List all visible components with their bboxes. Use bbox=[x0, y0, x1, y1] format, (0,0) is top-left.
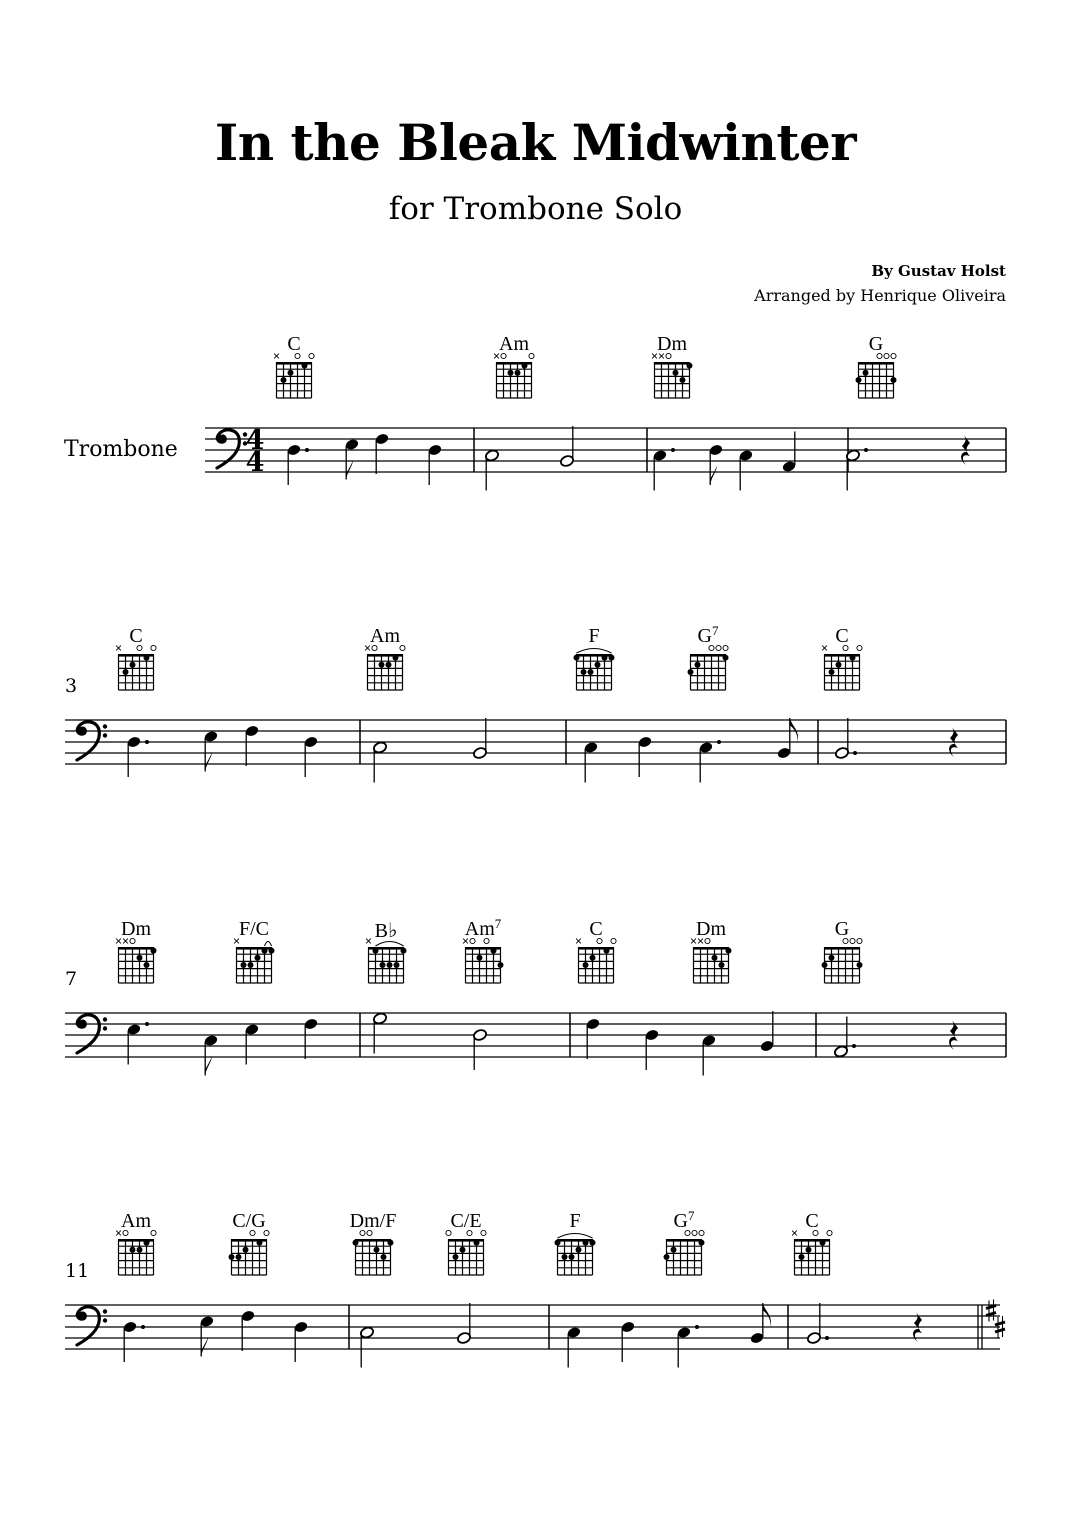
chord-diagram-c bbox=[792, 1230, 832, 1275]
chord-diagram-f bbox=[555, 1234, 596, 1276]
measure-number: 11 bbox=[65, 1260, 90, 1282]
instrument-name: Trombone bbox=[64, 437, 178, 462]
chord-diagram-am bbox=[365, 645, 405, 690]
chord-diagram-c-g bbox=[229, 1230, 270, 1275]
chord-symbol: G bbox=[834, 918, 850, 940]
chord-diagram-c bbox=[116, 645, 156, 690]
chord-diagram-c-e bbox=[446, 1230, 486, 1275]
chord-symbol: C/G bbox=[232, 1210, 266, 1232]
chord-symbol: Dm bbox=[696, 918, 726, 940]
chord-symbol: C bbox=[287, 333, 301, 355]
chord-symbol: Dm/F bbox=[349, 1210, 397, 1232]
chord-diagram-c bbox=[576, 938, 616, 983]
chord-diagram-f bbox=[574, 649, 615, 691]
chord-diagram-dm bbox=[691, 938, 731, 983]
chord-diagram-f-c bbox=[234, 939, 274, 983]
arranger-credit: Arranged by Henrique Oliveira bbox=[754, 286, 1006, 305]
chord-symbol: C bbox=[835, 625, 849, 647]
score-subtitle: for Trombone Solo bbox=[388, 191, 683, 227]
chord-diagram-c bbox=[274, 353, 314, 398]
chord-symbol: B♭ bbox=[374, 920, 398, 942]
staff-system bbox=[205, 425, 1006, 491]
chord-symbol: C bbox=[805, 1210, 819, 1232]
chord-diagram-dm bbox=[652, 353, 692, 398]
chord-diagram-bb bbox=[366, 939, 406, 983]
chord-diagram-g bbox=[856, 353, 897, 398]
chord-symbol: C bbox=[129, 625, 143, 647]
measure-number: 3 bbox=[65, 675, 78, 697]
measure-number: 7 bbox=[65, 968, 78, 990]
chord-symbol: F bbox=[588, 625, 600, 647]
staff-system bbox=[65, 718, 1006, 783]
chord-diagram-g7 bbox=[664, 1230, 705, 1275]
chord-symbol: C bbox=[589, 918, 603, 940]
composer-credit: By Gustav Holst bbox=[871, 262, 1006, 280]
chord-symbol: F/C bbox=[238, 918, 270, 940]
svg-text:4: 4 bbox=[245, 447, 265, 478]
chord-diagram-dm-f bbox=[353, 1230, 394, 1275]
chord-diagram-g bbox=[822, 938, 863, 983]
chord-symbol: F bbox=[569, 1210, 581, 1232]
chord-symbol: Dm bbox=[121, 918, 151, 940]
chord-symbol: Am bbox=[121, 1210, 151, 1232]
chord-diagram-am bbox=[116, 1230, 156, 1275]
chord-diagram-dm bbox=[116, 938, 156, 983]
chord-symbol: Am bbox=[499, 333, 529, 355]
chord-symbol: Am$^7$ bbox=[464, 916, 502, 940]
chord-symbol: $G^7$ bbox=[673, 1208, 695, 1232]
chord-symbol: $G^7$ bbox=[697, 623, 719, 647]
chord-symbol: Am bbox=[370, 625, 400, 647]
staff-system bbox=[65, 1011, 1006, 1076]
chord-diagram-g7 bbox=[688, 645, 729, 690]
staff-system bbox=[65, 1300, 1005, 1368]
chord-symbol: Dm bbox=[657, 333, 687, 355]
chord-diagram-c bbox=[822, 645, 862, 690]
svg-text:4: 4 bbox=[245, 425, 265, 456]
chord-symbol: G bbox=[868, 333, 884, 355]
score-title: In the Bleak Midwinter bbox=[214, 113, 857, 172]
chord-diagram-am bbox=[494, 353, 534, 398]
chord-symbol: C/E bbox=[450, 1210, 482, 1232]
chord-diagram-am7 bbox=[463, 938, 503, 983]
